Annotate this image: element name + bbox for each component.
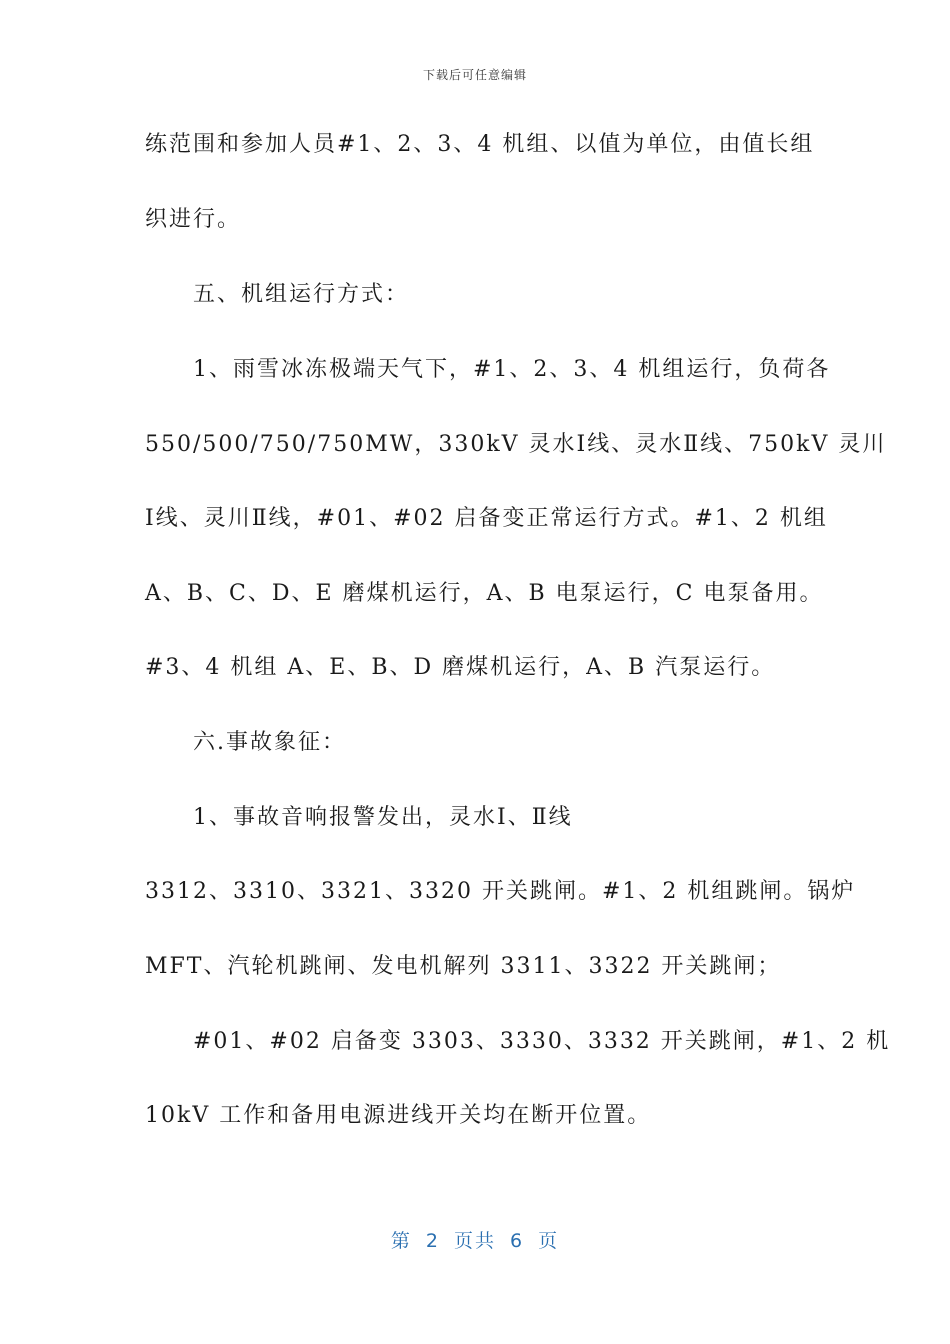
section-heading: 五、机组运行方式： (193, 282, 410, 307)
section-heading: 六.事故象征： (193, 730, 346, 755)
body-line: 1、事故音响报警发出，灵水Ⅰ、Ⅱ线 (193, 805, 573, 830)
body-line: MFT、汽轮机跳闸、发电机解列 3311、3322 开关跳闸； (145, 954, 782, 979)
header-note: 下载后可任意编辑 (422, 68, 527, 82)
body-line: 3312、3310、3321、3320 开关跳闸。#1、2 机组跳闸。锅炉 (145, 879, 856, 904)
body-line: #01、#02 启备变 3303、3330、3332 开关跳闸，#1、2 机 (193, 1029, 891, 1054)
body-line: 1、雨雪冰冻极端天气下，#1、2、3、4 机组运行，负荷各 (193, 357, 831, 382)
body-line: 练范围和参加人员#1、2、3、4 机组、以值为单位，由值长组 (145, 132, 815, 157)
page-number-footer: 第 2 页共 6 页 (390, 1230, 560, 1252)
body-line: #3、4 机组 A、E、B、D 磨煤机运行，A、B 汽泵运行。 (145, 655, 776, 680)
body-line: 10kV 工作和备用电源进线开关均在断开位置。 (145, 1103, 652, 1128)
body-line: 550/500/750/750MW，330kV 灵水Ⅰ线、灵水Ⅱ线、750kV 灵川 (145, 432, 887, 457)
body-line: A、B、C、D、E 磨煤机运行，A、B 电泵运行，C 电泵备用。 (145, 581, 824, 606)
body-line: 织进行。 (145, 207, 242, 232)
body-line: Ⅰ线、灵川Ⅱ线，#01、#02 启备变正常运行方式。#1、2 机组 (145, 506, 828, 531)
